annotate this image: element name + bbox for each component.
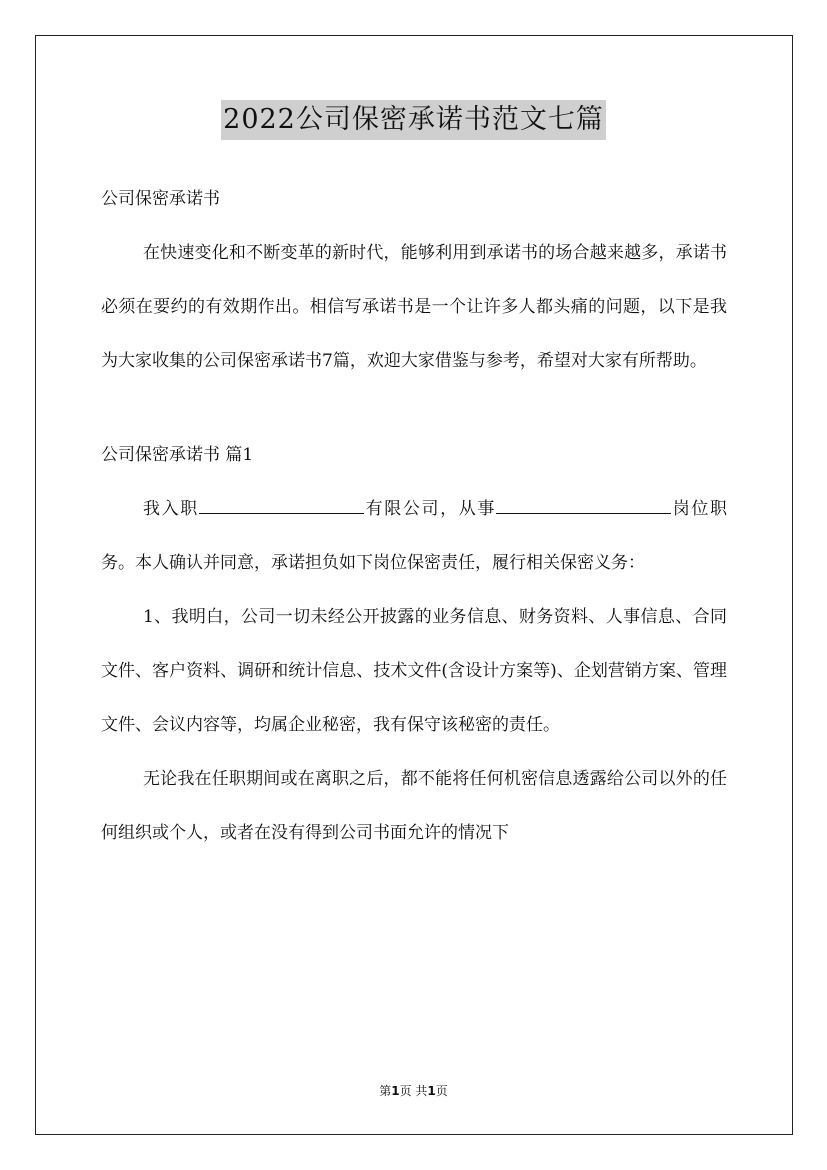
intro-paragraph: 在快速变化和不断变革的新时代，能够利用到承诺书的场合越来越多，承诺书必须在要约的有效期作出。相信写承诺书是一个让许多人都头痛的问题，以下是我为大家收集的公司保密承诺书7篇，欢迎大家借鉴与参考，希望对大家有所帮助。: [101, 243, 727, 371]
confidentiality-paragraph: 无论我在任职期间或在离职之后，都不能将任何机密信息透露给公司以外的任何组织或个人，或者在没有得到公司书面允许的情况下: [101, 769, 727, 843]
footer-page-suffix: 页: [435, 1084, 448, 1098]
title-container: [0, 100, 827, 140]
document-body: [101, 172, 727, 860]
footer-page-prefix: 第: [379, 1084, 392, 1098]
section-spacer: [101, 388, 727, 428]
commitment-text-part2: 有限公司，从事: [363, 499, 497, 519]
company-name-blank: [199, 495, 364, 514]
page-footer: [0, 1082, 827, 1099]
section-heading: 公司保密承诺书 篇1: [101, 445, 254, 465]
commitment-text-part3: 岗位职务。本人确认并同意，承诺担负如下岗位保密责任，履行相关保密义务：: [101, 499, 728, 573]
position-blank: [496, 495, 671, 514]
document-title: 2022公司保密承诺书范文七篇: [221, 100, 606, 140]
footer-page-total: 1: [427, 1084, 436, 1098]
commitment-text-part1: 我入职: [143, 499, 199, 519]
footer-page-mid: 页 共: [399, 1084, 428, 1098]
intro-heading: 公司保密承诺书: [101, 189, 220, 209]
clause-1-paragraph: 1、我明白，公司一切未经公开披露的业务信息、财务资料、人事信息、合同文件、客户资料、调研和统计信息、技术文件(含设计方案等)、企划营销方案、管理文件、会议内容等，均属企业秘密，我有保守该秘密的责任。: [101, 607, 727, 735]
footer-page-number: 1: [391, 1084, 400, 1098]
commitment-paragraph: [101, 482, 727, 590]
